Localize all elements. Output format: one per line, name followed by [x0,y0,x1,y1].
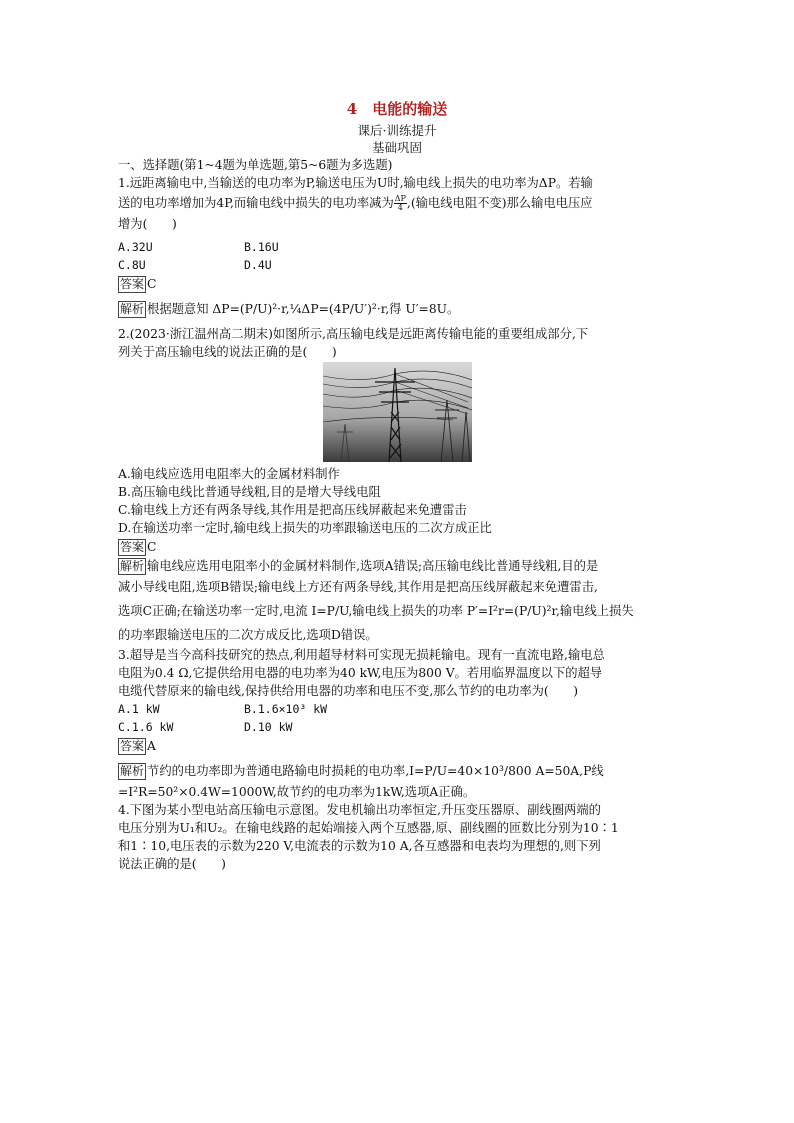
q2-stem-line2: 列关于高压输电线的说法正确的是( ) [118,345,337,359]
answer-tag: 答案 [120,277,145,291]
q1-analysis: 解析 根据题意知 ΔP=(P/U)²·r,¼ΔP=(4P/U′)²·r,得 U′=8U。 [120,302,460,316]
q2-analysis-line3: 选项C正确;在输送功率一定时,电流 I=P/U,输电线上损失的功率 P′=I²r=(P/U)²r,输电线上损失 [118,604,634,618]
q2-analysis-line2: 减小导线电阻,选项B错误;输电线上方还有两条导线,其作用是把高压线屏蔽起来免遭雷击, [118,580,598,594]
q2-option-a: A.输电线应选用电阻率大的金属材料制作 [118,467,340,481]
q1-answer: 答案 C [120,277,157,291]
section-title: 基础巩固 [371,140,422,155]
q3-answer: 答案 A [120,739,156,753]
q3-stem-line3: 电缆代替原来的输电线,保持供给用电器的功率和电压不变,那么节约的电功率为( ) [118,684,579,698]
q3-analysis-line2: =I²R=50²×0.4W=1000W,故节约的电功率为1kW,选项A正确。 [118,785,476,799]
q1-option-a: A.32U [118,240,153,254]
q3-option-a: A.1 kW [118,702,160,716]
analysis-tag: 解析 [120,559,145,573]
q3-option-d: D.10 kW [244,720,293,734]
page-title: 4 电能的输送 [346,100,448,118]
q3-stem-line1: 3.超导是当今高科技研究的热点,利用超导材料可实现无损耗输电。现有一直流电路,输电总 [118,648,605,662]
q3-option-c: C.1.6 kW [118,720,174,734]
q2-answer: 答案 C [120,540,157,554]
power-line-photo [323,362,472,462]
part-heading: 一、选择题(第1~4题为单选题,第5~6题为多选题) [118,158,393,172]
q1-fraction: $\frac{\Delta P}{4}$ [394,194,406,212]
q1-option-c: C.8U [118,258,146,272]
answer-tag: 答案 [120,540,145,554]
q2-option-d: D.在输送功率一定时,输电线上损失的功率跟输送电压的二次方成正比 [118,521,492,535]
q2-analysis-line1: 解析 输电线应选用电阻率小的金属材料制作,选项A错误;高压输电线比普通导线粗,目的是 [120,559,599,573]
q4-stem-line4: 说法正确的是( ) [118,857,226,871]
q3-option-b: B.1.6×10³ kW [244,702,328,716]
q1-stem-line1: 1.远距离输电中,当输送的电功率为P,输送电压为U时,输电线上损失的电功率为ΔP。若输 [118,176,593,190]
q3-analysis-line1: 解析 节约的电功率即为普通电路输电时损耗的电功率,I=P/U=40×10³/800 A=50A,P线 [120,764,604,778]
q1-stem-line2: 送的电功率增加为4P,而输电线中损失的电功率减为 $\frac{\Delta P}{4}$ ,(输电线电阻不变)那么输电电压应 [118,194,593,212]
q2-stem-line1: 2.(2023·浙江温州高二期末)如图所示,高压输电线是远距离传输电能的重要组成部分,下 [118,327,589,341]
q2-option-c: C.输电线上方还有两条导线,其作用是把高压线屏蔽起来免遭雷击 [118,503,467,517]
q3-stem-line2: 电阻为0.4 Ω,它提供给用电器的电功率为40 kW,电压为800 V。若用临界温度以下的超导 [118,666,603,680]
analysis-tag: 解析 [120,302,145,316]
q4-stem-line1: 4.下图为某小型电站高压输电示意图。发电机输出功率恒定,升压变压器原、副线圈两端的 [118,803,601,817]
q1-option-b: B.16U [244,240,279,254]
q1-option-d: D.4U [244,258,272,272]
answer-tag: 答案 [120,739,145,753]
page-subtitle: 课后·训练提升 [357,123,437,138]
q4-stem-line2: 电压分别为U₁和U₂。在输电线路的起始端接入两个互感器,原、副线圈的匝数比分别为10∶1 [118,821,619,835]
q4-stem-line3: 和1∶10,电压表的示数为220 V,电流表的示数为10 A,各互感器和电表均为理想的,则下列 [118,839,601,853]
analysis-tag: 解析 [120,764,145,778]
q1-stem-line3: 增为( ) [118,217,177,231]
q2-analysis-line4: 的功率跟输送电压的二次方成反比,选项D错误。 [118,628,378,642]
q2-option-b: B.高压输电线比普通导线粗,目的是增大导线电阻 [118,485,381,499]
